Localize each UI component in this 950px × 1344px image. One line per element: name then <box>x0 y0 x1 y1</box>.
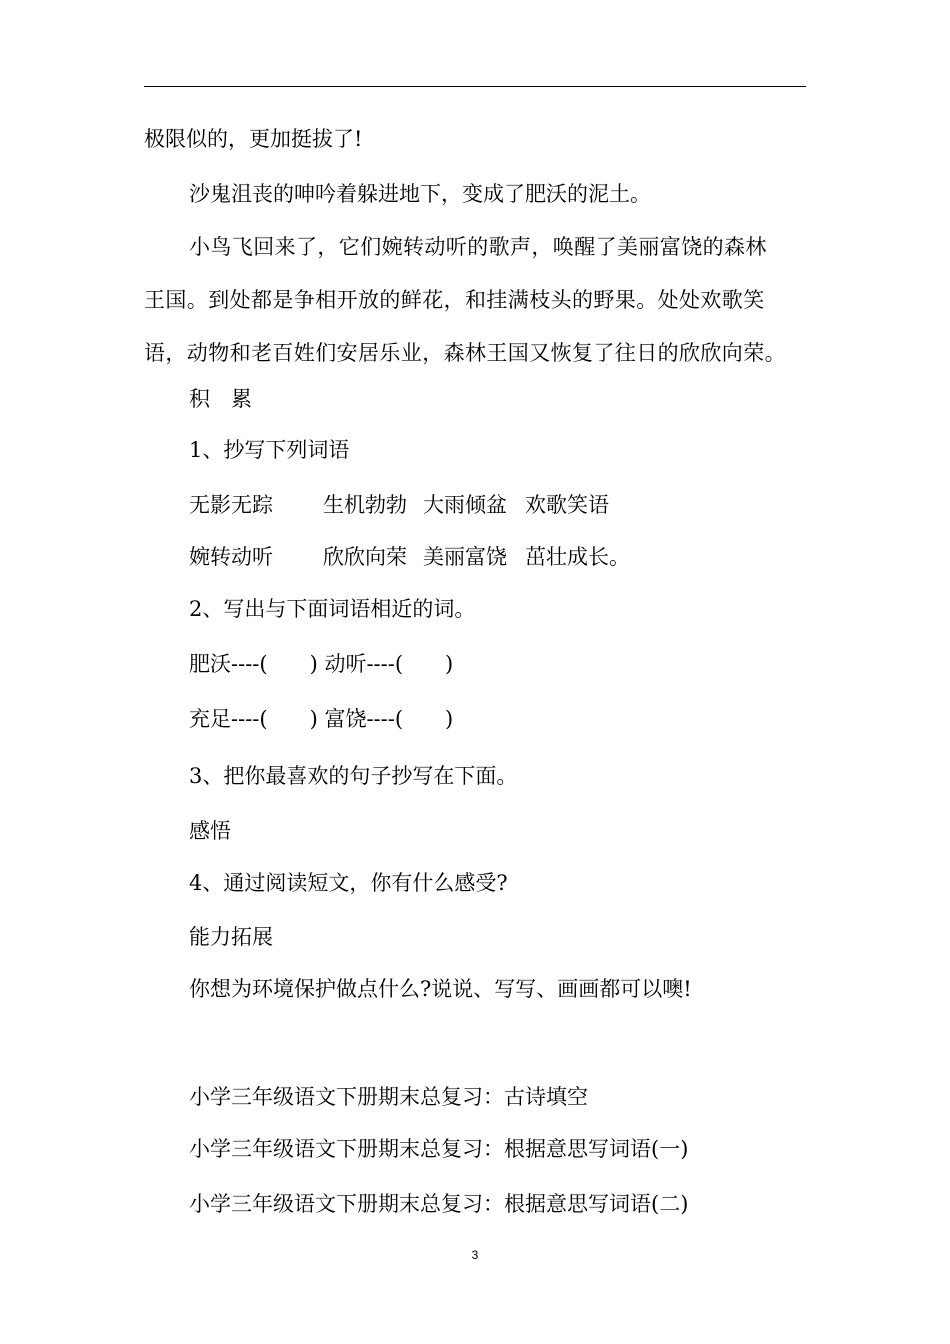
section-heading-insight: 感悟 <box>189 819 231 843</box>
question-1-title: 1、抄写下列词语 <box>189 438 350 462</box>
story-paragraph-end: 极限似的，更加挺拔了! <box>144 127 363 151</box>
question-2-title: 2、写出与下面词语相近的词。 <box>189 597 476 621</box>
page-number: 3 <box>471 1248 479 1262</box>
section-heading-extend: 能力拓展 <box>189 925 273 949</box>
fill-blank-line: 肥沃----( ) 动听----( ) <box>189 652 454 676</box>
related-link[interactable]: 小学三年级语文下册期末总复习：古诗填空 <box>189 1085 588 1109</box>
word-item: 美丽富饶 <box>423 545 507 569</box>
story-paragraph-line: 小鸟飞回来了，它们婉转动听的歌声，唤醒了美丽富饶的森林 <box>189 235 767 259</box>
word-item: 无影无踪 <box>189 493 273 517</box>
story-paragraph: 沙鬼沮丧的呻吟着躲进地下，变成了肥沃的泥土。 <box>189 182 651 206</box>
related-link[interactable]: 小学三年级语文下册期末总复习：根据意思写词语(二) <box>189 1192 689 1216</box>
word-item: 欢歌笑语 <box>525 493 609 517</box>
section-heading-accumulate: 积 累 <box>189 387 252 411</box>
word-item: 大雨倾盆 <box>423 493 507 517</box>
word-item: 生机勃勃 <box>323 493 407 517</box>
story-paragraph-line: 王国。到处都是争相开放的鲜花，和挂满枝头的野果。处处欢歌笑 <box>144 288 765 312</box>
word-item: 欣欣向荣 <box>323 545 407 569</box>
related-link[interactable]: 小学三年级语文下册期末总复习：根据意思写词语(一) <box>189 1137 689 1161</box>
word-item: 茁壮成长。 <box>525 545 630 569</box>
header-rule <box>144 86 806 87</box>
question-3: 3、把你最喜欢的句子抄写在下面。 <box>189 764 518 788</box>
extend-prompt: 你想为环境保护做点什么?说说、写写、画画都可以噢! <box>189 977 692 1001</box>
story-paragraph-line: 语，动物和老百姓们安居乐业，森林王国又恢复了往日的欣欣向荣。 <box>144 341 786 365</box>
question-4: 4、通过阅读短文，你有什么感受? <box>189 871 508 895</box>
word-item: 婉转动听 <box>189 545 273 569</box>
fill-blank-line: 充足----( ) 富饶----( ) <box>189 707 454 731</box>
